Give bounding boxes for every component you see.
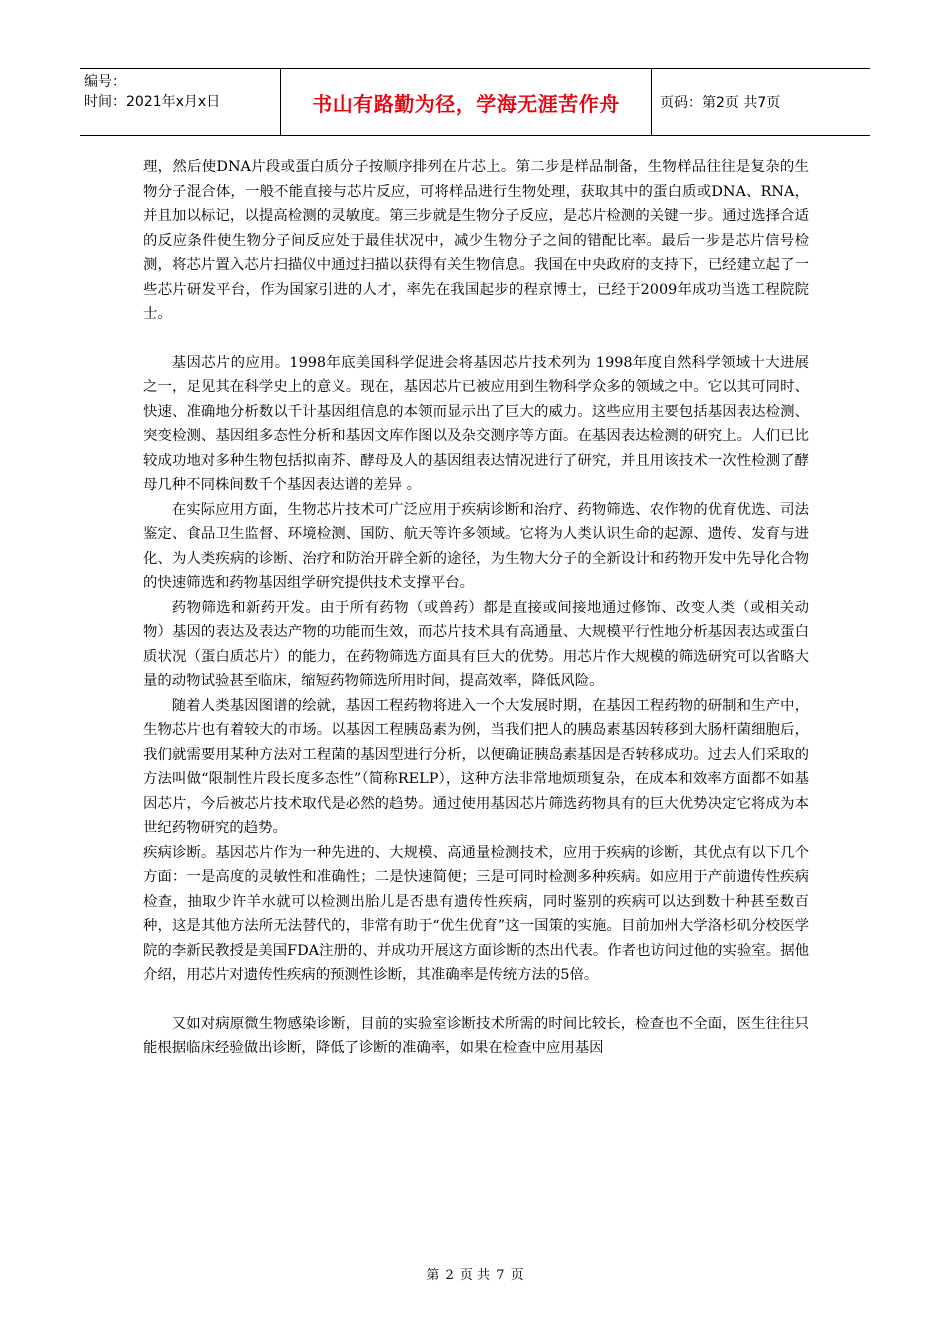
page-footer [0, 1264, 950, 1283]
document-number-label: 编号： [84, 74, 126, 90]
header-motto: 书山有路勤为径，学海无涯苦作舟 [280, 69, 652, 135]
paragraph-4: 药物筛选和新药开发。由于所有药物（或兽药）都是直接或间接地通过修饰、改变人类（或相关动物）基因的表达及表达产物的功能而生效，而芯片技术具有高通量、大规模平行性地分析基因表达或蛋白质状况（蛋白质芯片）的能力，在药物筛选方面具有巨大的优势。用芯片作大规模的筛选研究可以省略大量的动物试验甚至临床，缩短药物筛选所用时间，提高效率，降低风险。 [143, 599, 809, 689]
paragraph-3: 在实际应用方面，生物芯片技术可广泛应用于疾病诊断和治疗、药物筛选、农作物的优育优选、司法鉴定、食品卫生监督、环境检测、国防、航天等许多领域。它将为人类认识生命的起源、遗传、发育与进化、为人类疾病的诊断、治疗和防治开辟全新的途径，为生物大分子的全新设计和药物开发中先导化合物的快速筛选和药物基因组学研究提供技术支撑平台。 [143, 501, 809, 591]
paragraph-6: 疾病诊断。基因芯片作为一种先进的、大规模、高通量检测技术，应用于疾病的诊断，其优点有以下几个方面：一是高度的灵敏性和准确性；二是快速简便；三是可同时检测多种疾病。如应用于产前遗传性疾病检查，抽取少许羊水就可以检测出胎儿是否患有遗传性疾病，同时鉴别的疾病可以达到数十种甚至数百种，这是其他方法所无法替代的，非常有助于“优生优育”这一国策的实施。目前加州大学洛杉矶分校医学院的李新民教授是美国FDA注册的、并成功开展这方面诊断的杰出代表。作者也访问过他的实验室。据他介绍，用芯片对遗传性疾病的预测性诊断，其准确率是传统方法的5倍。 [143, 844, 809, 983]
document-time-label: 时间：2021年x月x日 [84, 94, 221, 110]
paragraph-2: 基因芯片的应用。1998年底美国科学促进会将基因芯片技术列为 1998年度自然科学领域十大进展之一，足见其在科学史上的意义。现在，基因芯片已被应用到生物科学众多的领域之中。它以其可同时、快速、准确地分析数以千计基因组信息的本领而显示出了巨大的威力。这些应用主要包括基因表达检测、突变检测、基因组多态性分析和基因文库作图以及杂交测序等方面。在基因表达检测的研究上。人们已比较成功地对多种生物包括拟南芥、酵母及人的基因组表达情况进行了研究，并且用该技术一次性检测了酵母几种不同株间数千个基因表达谱的差异 。 [143, 354, 809, 493]
paragraph-7: 又如对病原微生物感染诊断，目前的实验室诊断技术所需的时间比较长，检查也不全面，医生往往只能根据临床经验做出诊断，降低了诊断的准确率，如果在检查中应用基因 [143, 1015, 809, 1056]
footer-suffix: 页 [510, 1268, 524, 1283]
paragraph-1: 理，然后使DNA片段或蛋白质分子按顺序排列在片芯上。第二步是样品制备，生物样品往往是复杂的生物分子混合体，一般不能直接与芯片反应，可将样品进行生物处理，获取其中的蛋白质或DNA、RNA，并且加以标记，以提高检测的灵敏度。第三步就是生物分子反应，是芯片检测的关键一步。通过选择合适的反应条件使生物分子间反应处于最佳状况中，减少生物分子之间的错配比率。最后一步是芯片信号检测，将芯片置入芯片扫描仪中通过扫描以获得有关生物信息。我国在中央政府的支持下，已经建立起了一些芯片研发平台，作为国家引进的人才，率先在我国起步的程京博士，已经于2009年成功当选工程院院士。 [143, 159, 809, 322]
footer-prefix: 第 [426, 1268, 440, 1283]
header-meta [80, 69, 280, 135]
footer-middle: 页 共 [459, 1268, 491, 1283]
header-page-label: 页码：第2页 共7页 [660, 95, 781, 111]
page-header [80, 68, 870, 136]
paragraph-5: 随着人类基因图谱的绘就，基因工程药物将进入一个大发展时期，在基因工程药物的研制和生产中，生物芯片也有着较大的市场。以基因工程胰岛素为例，当我们把人的胰岛素基因转移到大肠杆菌细胞后，我们就需要用某种方法对工程菌的基因型进行分析，以便确证胰岛素基因是否转移成功。过去人们采取的方法叫做“限制性片段长度多态性”（简称RELP），这种方法非常地烦琐复杂，在成本和效率方面都不如基因芯片，今后被芯片技术取代是必然的趋势。通过使用基因芯片筛选药物具有的巨大优势决定它将成为本世纪药物研究的趋势。 [143, 697, 809, 836]
footer-total-pages: 7 [496, 1268, 505, 1283]
footer-page-number: 2 [445, 1268, 454, 1283]
document-body [143, 155, 809, 1061]
